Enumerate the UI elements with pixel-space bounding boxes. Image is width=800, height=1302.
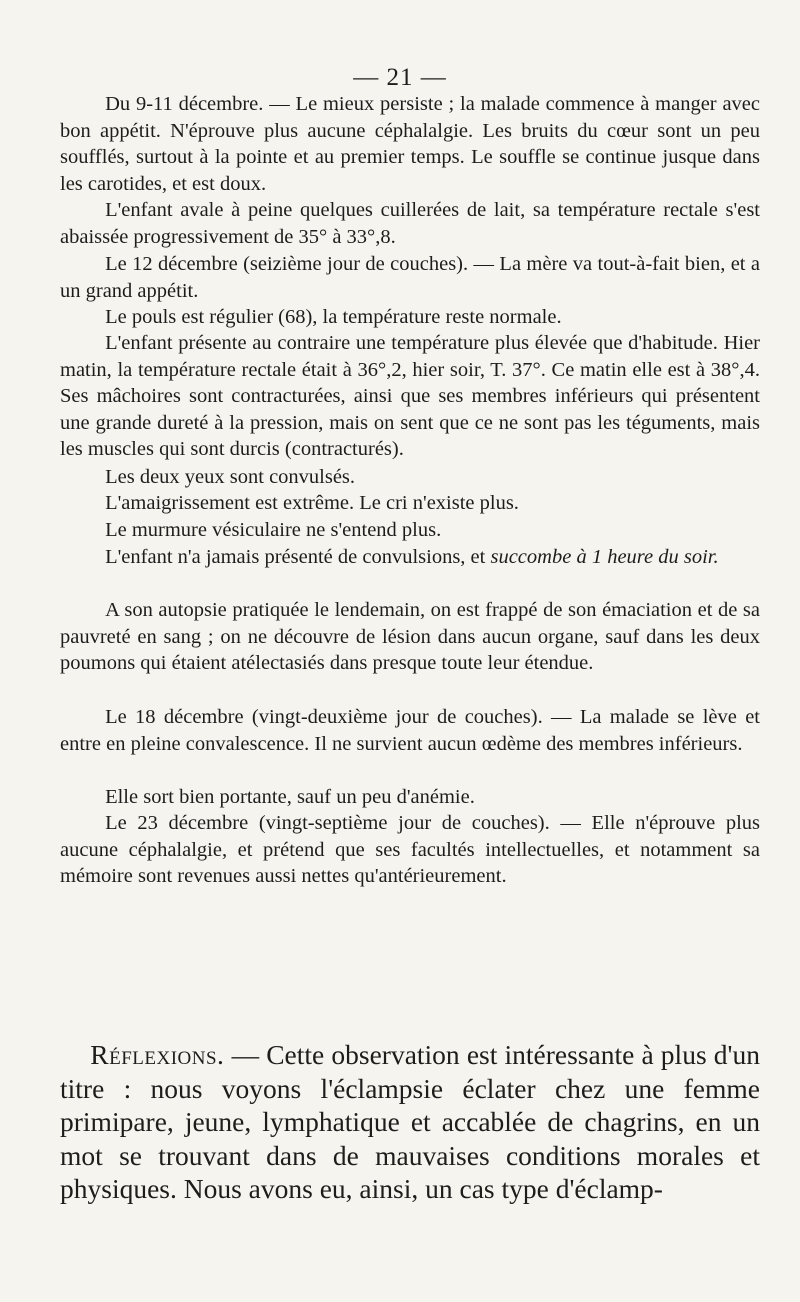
paragraph-6 [60,464,760,491]
paragraph-9 [60,544,760,571]
paragraph-text: Elle sort bien portante, sauf un peu d'anémie. [105,786,475,808]
paragraph-12 [60,784,760,811]
reflexions-paragraph [60,1038,760,1206]
paragraph-11 [60,704,760,757]
paragraph-text: L'enfant avale à peine quelques cuillerées de lait, sa température rectale s'est abaissée progressivement de 35° à 33°,8. [60,199,760,248]
paragraph-text: Le 12 décembre (seizième jour de couches). — La mère va tout-à-fait bien, et a un grand appétit. [60,253,760,302]
paragraph-2 [60,197,760,250]
paragraph-text: Du 9-11 décembre. — Le mieux persiste ; la malade commence à manger avec bon appétit. N'éprouve plus aucune céphalalgie. Les bruits du cœur sont un peu soufflés, surtout à la pointe et au premier temps. Le souffle se continue jusque dans les carotides, et est doux. [60,93,760,195]
paragraph-1 [60,91,760,197]
paragraph-text: Le 18 décembre (vingt-deuxième jour de couches). — La malade se lève et entre en pleine convalescence. Il ne survient aucun œdème des membres inférieurs. [60,706,760,755]
paragraph-text: Le 23 décembre (vingt-septième jour de couches). — Elle n'éprouve plus aucune céphalalgie, et prétend que ses facultés intellectuelles, et notamment sa mémoire sont revenues aussi nettes qu'antérieurement. [60,812,760,888]
reflexions-text: — Cette observation est intéressante à plus d'un titre : nous voyons l'éclampsie éclater chez une femme primipare, jeune, lymphatique et accablée de chagrins, en un mot se trouvant dans de mauvaises conditions morales et physiques. Nous avons eu, ainsi, un cas type d'éclamp- [60,1039,760,1204]
paragraph-3 [60,251,760,304]
paragraph-text: L'amaigrissement est extrême. Le cri n'existe plus. [105,492,519,514]
paragraph-4 [60,304,760,331]
paragraph-text: Le pouls est régulier (68), la température reste normale. [105,306,562,328]
page-number: — 21 — [353,64,447,91]
paragraph-text: A son autopsie pratiquée le lendemain, on est frappé de son émaciation et de sa pauvreté en sang ; on ne découvre de lésion dans aucun organe, sauf dans les deux poumons qui étaient atélectasiés dans presque toute leur étendue. [60,599,760,675]
paragraph-text-roman: L'enfant n'a jamais présenté de convulsions, et [105,546,491,568]
paragraph-5 [60,330,760,463]
paragraph-text: L'enfant présente au contraire une température plus élevée que d'habitude. Hier matin, la température rectale était à 36°,2, hier soir, T. 37°. Ce matin elle est à 38°,4. Ses mâchoires sont contracturées, ainsi que ses membres inférieurs qui présentent une grande dureté à la pression, mais on sent que ce ne sont pas les téguments, mais les muscles qui sont durcis (contracturés). [60,332,760,461]
paragraph-10 [60,597,760,677]
paragraph-text-italic: succombe à 1 heure du soir. [490,546,719,568]
paragraph-text: Le murmure vésiculaire ne s'entend plus. [105,519,442,541]
paragraph-text [60,544,760,571]
paragraph-7 [60,490,760,517]
paragraph-8 [60,517,760,544]
paragraph-13 [60,810,760,890]
reflexions-section [60,1038,760,1206]
paragraph-text: Les deux yeux sont convulsés. [105,466,356,488]
reflexions-heading: Réflexions. [90,1039,225,1070]
